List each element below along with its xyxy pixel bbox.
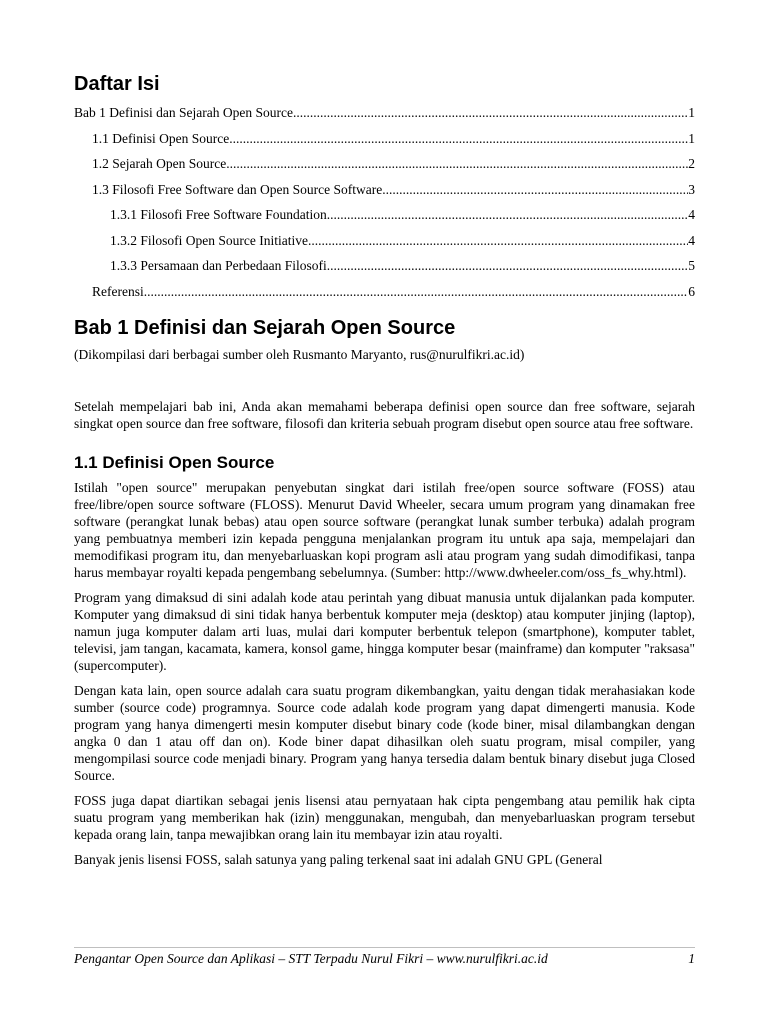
toc-leader-dots: [293, 100, 688, 126]
toc-entry-page: 5: [688, 258, 695, 273]
toc-entry[interactable]: [74, 253, 695, 279]
toc-leader-dots: [229, 126, 688, 152]
toc-entry[interactable]: [74, 126, 695, 152]
toc-entry[interactable]: [74, 151, 695, 177]
toc-entry-label: 1.3 Filosofi Free Software dan Open Source Software: [92, 181, 383, 197]
toc-leader-dots: [327, 253, 689, 279]
document-page: [74, 72, 695, 868]
toc-entry[interactable]: [74, 177, 695, 203]
toc-entry-page: 6: [688, 283, 695, 299]
footer-page-number: 1: [688, 951, 695, 966]
toc-entry[interactable]: [74, 202, 695, 228]
toc-entry-page: 3: [688, 181, 695, 197]
compiled-note: (Dikompilasi dari berbagai sumber oleh Rusmanto Maryanto, rus@nurulfikri.ac.id): [74, 347, 525, 362]
body-paragraph: Program yang dimaksud di sini adalah kode atau perintah yang dibuat manusia untuk dijalankan pada komputer. Komputer yang dimaksud di sini tidak hanya berbentuk komputer meja (desktop) atau komputer jinjing (laptop), namun juga komputer dalam arti luas, mulai dari komputer berbentuk telepon (smartphone), komputer tablet, televisi, jam tangan, kacamata, kamera, konsol game, hingga komputer besar (mainframe) dan komputer "raksasa" (supercomputer).: [74, 590, 695, 673]
toc-leader-dots: [226, 151, 688, 177]
toc-entry-page: 2: [688, 156, 695, 171]
toc-entry-label: 1.3.2 Filosofi Open Source Initiative: [110, 232, 308, 248]
toc-leader-dots: [144, 279, 689, 305]
toc-entry-label: 1.3.1 Filosofi Free Software Foundation: [110, 207, 327, 222]
toc-leader-dots: [327, 202, 689, 228]
toc-entry[interactable]: [74, 100, 695, 126]
toc-entry[interactable]: [74, 228, 695, 254]
footer-text: Pengantar Open Source dan Aplikasi – STT Terpadu Nurul Fikri – www.nurulfikri.ac.id: [74, 951, 548, 966]
toc-entry-label: 1.2 Sejarah Open Source: [92, 156, 227, 171]
toc-entry-page: 1: [688, 105, 695, 120]
body-paragraph: Dengan kata lain, open source adalah cara suatu program dikembangkan, yaitu dengan tidak merahasiakan kode sumber (source code) programnya. Source code adalah kode program yang dapat dimengerti manusia. Kode program yang hanya dimengerti mesin komputer disebut binary code (kode biner, misal dilambangkan dengan angka 0 dan 1 atau off dan on). Kode biner dapat dihasilkan oleh suatu program, misal compiler, yang mengompilasi source code menjadi binary. Program yang hanya tersedia dalam bentuk binary disebut juga Closed Source.: [74, 683, 695, 783]
toc-title: Daftar Isi: [74, 73, 160, 95]
intro-paragraph: Setelah mempelajari bab ini, Anda akan memahami beberapa definisi open source dan free software, sejarah singkat open source dan free software, filosofi dan kriteria sebuah program disebut open source atau free software.: [74, 399, 695, 431]
body-paragraph: Istilah "open source" merupakan penyebutan singkat dari istilah free/open source software (FOSS) atau free/libre/open source software (FLOSS). Menurut David Wheeler, secara umum program yang dinamakan free software (perangkat lunak bebas) atau open source software (perangkat lunak sumber terbuka) adalah program yang pembuatnya memberi izin kepada pengguna menjalankan program itu untuk apa saja, mempelajari dan memodifikasi program itu, dan menyebarluaskan kopi program asli atau program yang sudah dimodifikasi, tanpa harus membayar royalti kepada pengembang sebelumnya. (Sumber: http://www.dwheeler.com/oss_fs_why.html).: [74, 480, 695, 580]
table-of-contents: [74, 100, 695, 304]
page-footer: [74, 947, 695, 967]
section-title: 1.1 Definisi Open Source: [74, 453, 275, 472]
toc-entry-page: 1: [688, 130, 695, 146]
toc-entry-label: Bab 1 Definisi dan Sejarah Open Source: [74, 105, 293, 120]
body-paragraph: Banyak jenis lisensi FOSS, salah satunya yang paling terkenal saat ini adalah GNU GPL (General: [74, 852, 603, 867]
toc-entry-label: Referensi: [92, 283, 144, 299]
toc-entry-label: 1.1 Definisi Open Source: [92, 130, 230, 146]
body-paragraph: FOSS juga dapat diartikan sebagai jenis lisensi atau pernyataan hak cipta pengembang atau pemilik hak cipta suatu program yang memberikan hak (izin) menggunakan, mengubah, dan menyebarluaskan program tersebut kepada orang lain, tanpa mewajibkan orang lain itu membayar izin atau royalti.: [74, 793, 695, 842]
toc-entry-page: 4: [688, 232, 695, 248]
toc-leader-dots: [382, 177, 688, 203]
toc-leader-dots: [308, 228, 688, 254]
toc-entry-label: 1.3.3 Persamaan dan Perbedaan Filosofi: [110, 258, 327, 273]
toc-entry[interactable]: [74, 279, 695, 305]
chapter-title: Bab 1 Definisi dan Sejarah Open Source: [74, 317, 456, 339]
toc-entry-page: 4: [688, 207, 695, 222]
